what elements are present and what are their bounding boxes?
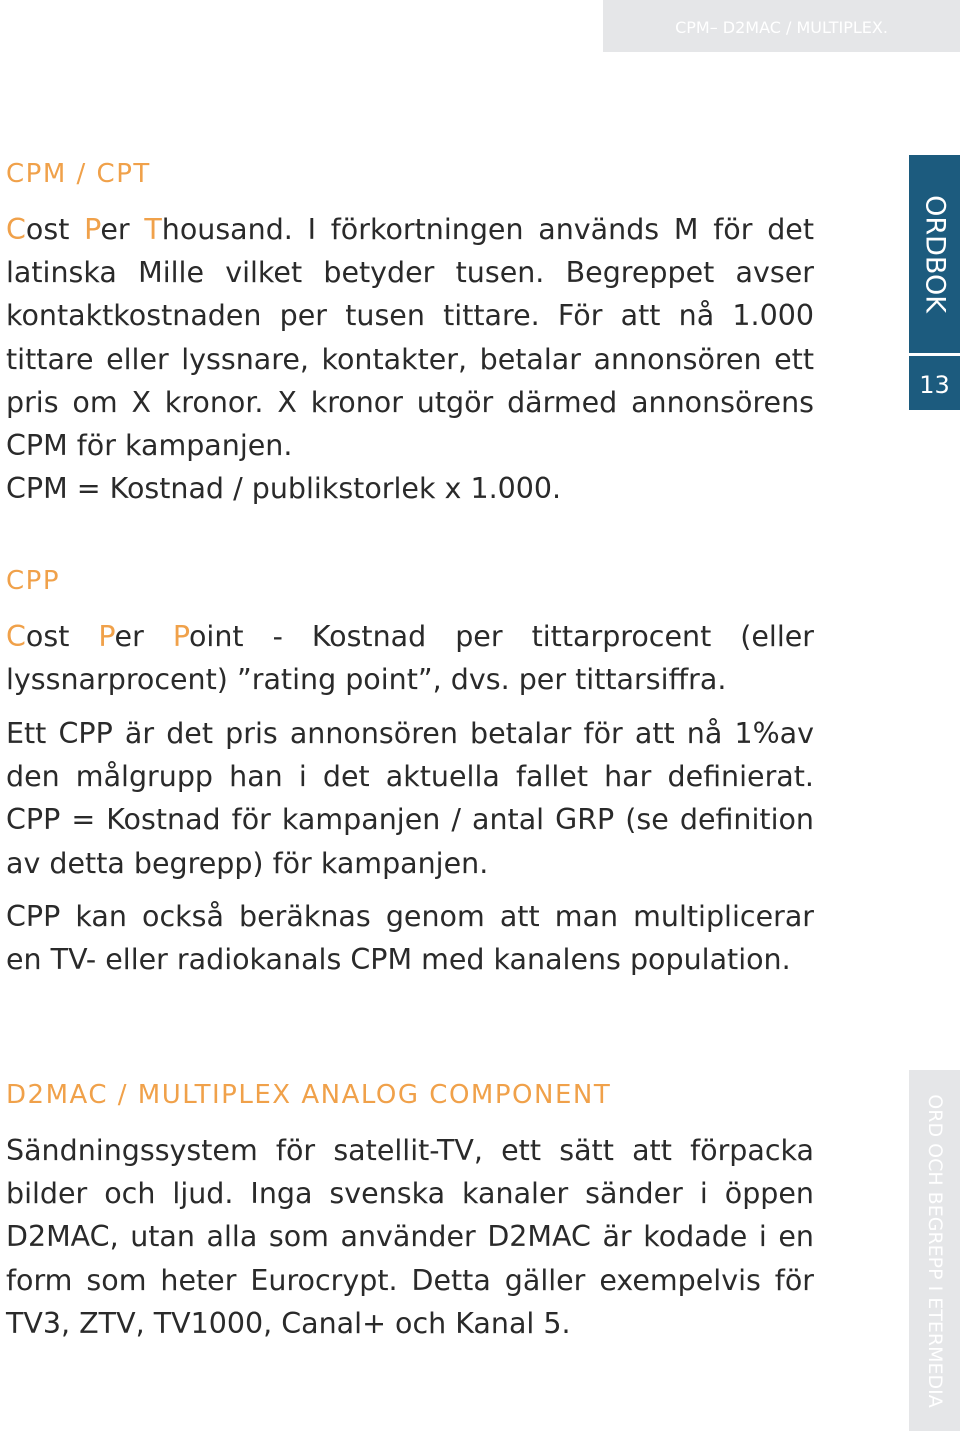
entry-cpm-definition: Cost Per Thousand. I förkortningen används M för det latinska Mille vilket betyder tusen. Begreppet avser kontaktkostnaden per tusen tittare. För att nå 1.000 tittare eller lyssnare, kontakter, betalar annonsören ett pris om X kronor. X kronor utgör därmed annonsörens CPM för kampanjen. CPM = Kostnad / publikstorlek x 1.000.: [6, 213, 814, 506]
cpm-formula: CPM = Kostnad / publikstorlek x 1.000.: [6, 472, 562, 506]
acronym-letter: C: [6, 213, 26, 246]
acronym-letter: P: [84, 213, 101, 246]
entry-d2mac-definition: Sändningssystem för satellit-TV, ett sätt att förpacka bilder och ljud. Inga svenska kanaler sänder i öppen D2MAC, utan alla som använder D2MAC är kodade i en form som heter Eurocrypt. Detta gäller exempelvis för TV3, ZTV, TV1000, Canal+ och Kanal 5.: [6, 1134, 814, 1340]
entry-heading-d2mac: D2MAC / MULTIPLEX ANALOG COMPONENT: [6, 1080, 612, 1110]
entry-heading-cpm: CPM / CPT: [6, 159, 151, 189]
page-number: 13: [909, 356, 960, 410]
acronym-letter: P: [98, 620, 115, 653]
section-tab-ordbok: ORDBOK: [909, 155, 960, 353]
entry-cpp-definition: Cost Per Point - Kostnad per tittarprocent (eller lyssnarprocent) ”rating point”, dvs. per tittarsiffra.: [6, 620, 814, 697]
entry-cpp-paragraph-2: Ett CPP är det pris annonsören betalar för att nå 1%av den målgrupp han i det aktuella fallet har definierat. CPP = Kostnad för kampanjen / antal GRP (se definition av detta begrepp) för kampanjen.: [6, 717, 814, 880]
running-header: CPM– D2MAC / MULTIPLEX.: [603, 0, 960, 52]
entry-cpp-paragraph-3: CPP kan också beräknas genom att man multiplicerar en TV- eller radiokanals CPM med kanalens population.: [6, 900, 814, 977]
acronym-letter: C: [6, 620, 26, 653]
entry-heading-cpp: CPP: [6, 566, 61, 596]
acronym-letter: T: [144, 213, 162, 246]
acronym-letter: P: [172, 620, 189, 653]
book-title-tab: ORD OCH BEGREPP I ETERMEDIA: [909, 1070, 960, 1431]
